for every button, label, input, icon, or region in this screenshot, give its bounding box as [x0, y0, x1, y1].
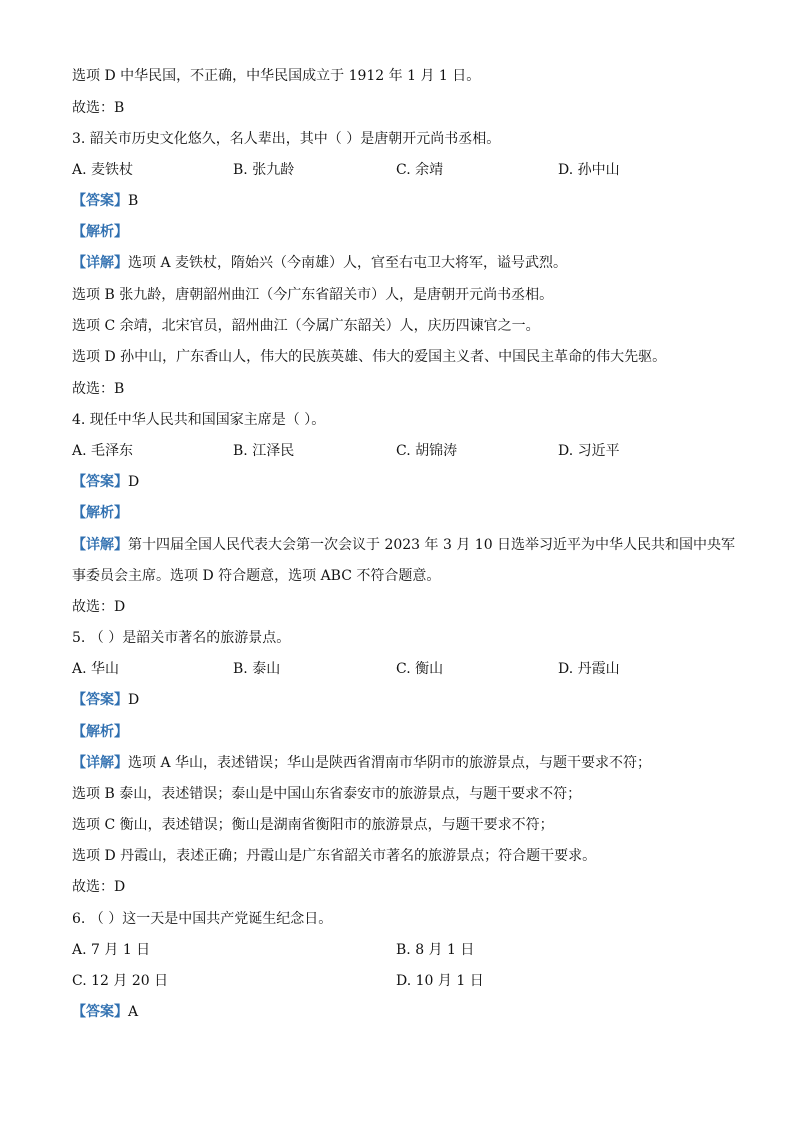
q4-explanation-1	[72, 535, 734, 555]
q5-explanation-1	[72, 753, 734, 773]
q3-explanation-4: 选项 D 孙中山，广东香山人，伟大的民族英雄、伟大的爱国主义者、中国民主革命的伟大先驱。	[72, 349, 667, 365]
q3-option-c: C. 余靖	[396, 162, 444, 178]
q4-selection: 故选：D	[72, 599, 126, 615]
answer-tag: 【答案】	[72, 193, 128, 209]
q5-answer	[72, 690, 734, 710]
q6-option-c: C. 12 月 20 日	[72, 973, 169, 989]
q6-answer	[72, 1002, 734, 1022]
q5-explanation-4: 选项 D 丹霞山，表述正确；丹霞山是广东省韶关市著名的旅游景点；符合题干要求。	[72, 848, 597, 864]
explanation-tag: 【详解】	[72, 537, 128, 553]
q4-explanation-2: 事委员会主席。选项 D 符合题意，选项 ABC 不符合题意。	[72, 568, 441, 584]
q5-option-d: D. 丹霞山	[558, 661, 620, 677]
explanation-text: 选项 A 华山，表述错误；华山是陕西省渭南市华阴市的旅游景点，与题干要求不符；	[128, 755, 652, 771]
q3-explanation-2: 选项 B 张九龄，唐朝韶州曲江（今广东省韶关市）人，是唐朝开元尚书丞相。	[72, 287, 554, 303]
q6-option-b: B. 8 月 1 日	[396, 942, 475, 958]
answer-tag: 【答案】	[72, 474, 128, 490]
q3-analysis-tag: 【解析】	[72, 224, 128, 240]
q5-option-b: B. 泰山	[233, 661, 281, 677]
explanation-text: 选项 A 麦铁杖，隋始兴（今南雄）人，官至右屯卫大将军，谥号武烈。	[128, 255, 568, 271]
answer-value: A	[128, 1004, 139, 1020]
explanation-tag: 【详解】	[72, 255, 128, 271]
q6-option-a: A. 7 月 1 日	[72, 942, 151, 958]
q4-option-a: A. 毛泽东	[72, 443, 134, 459]
q5-explanation-3: 选项 C 衡山，表述错误；衡山是湖南省衡阳市的旅游景点，与题干要求不符；	[72, 817, 554, 833]
q3-option-d: D. 孙中山	[558, 162, 620, 178]
question-3: 3. 韶关市历史文化悠久，名人辈出，其中（ ）是唐朝开元尚书丞相。	[72, 131, 501, 147]
q3-selection: 故选：B	[72, 381, 125, 397]
question-6: 6. （ ）这一天是中国共产党诞生纪念日。	[72, 911, 333, 927]
answer-value: B	[128, 193, 139, 209]
q5-explanation-2: 选项 B 泰山，表述错误；泰山是中国山东省泰安市的旅游景点，与题干要求不符；	[72, 786, 582, 802]
q3-option-b: B. 张九龄	[233, 162, 295, 178]
answer-value: D	[128, 692, 140, 708]
explanation-tag: 【详解】	[72, 755, 128, 771]
q4-answer	[72, 472, 734, 492]
text-line: 选项 D 中华民国，不正确，中华民国成立于 1912 年 1 月 1 日。	[72, 68, 481, 84]
question-5: 5. （ ）是韶关市著名的旅游景点。	[72, 630, 291, 646]
answer-tag: 【答案】	[72, 692, 128, 708]
q3-option-a: A. 麦铁杖	[72, 162, 134, 178]
selection-line: 故选：B	[72, 100, 125, 116]
q5-selection: 故选：D	[72, 879, 126, 895]
q4-option-c: C. 胡锦涛	[396, 443, 458, 459]
answer-tag: 【答案】	[72, 1004, 128, 1020]
explanation-text: 第十四届全国人民代表大会第一次会议于 2023 年 3 月 10 日选举习近平为中华人民共和国中央军	[128, 537, 736, 553]
q3-explanation-3: 选项 C 余靖，北宋官员，韶州曲江（今属广东韶关）人，庆历四谏官之一。	[72, 318, 540, 334]
q3-explanation-1	[72, 253, 734, 273]
q5-option-c: C. 衡山	[396, 661, 444, 677]
q6-option-d: D. 10 月 1 日	[396, 973, 484, 989]
answer-value: D	[128, 474, 140, 490]
q3-answer	[72, 191, 734, 211]
question-4: 4. 现任中华人民共和国国家主席是（ ）。	[72, 412, 326, 428]
q5-analysis-tag: 【解析】	[72, 724, 128, 740]
q4-analysis-tag: 【解析】	[72, 505, 128, 521]
q4-option-b: B. 江泽民	[233, 443, 295, 459]
q5-option-a: A. 华山	[72, 661, 120, 677]
q4-option-d: D. 习近平	[558, 443, 620, 459]
